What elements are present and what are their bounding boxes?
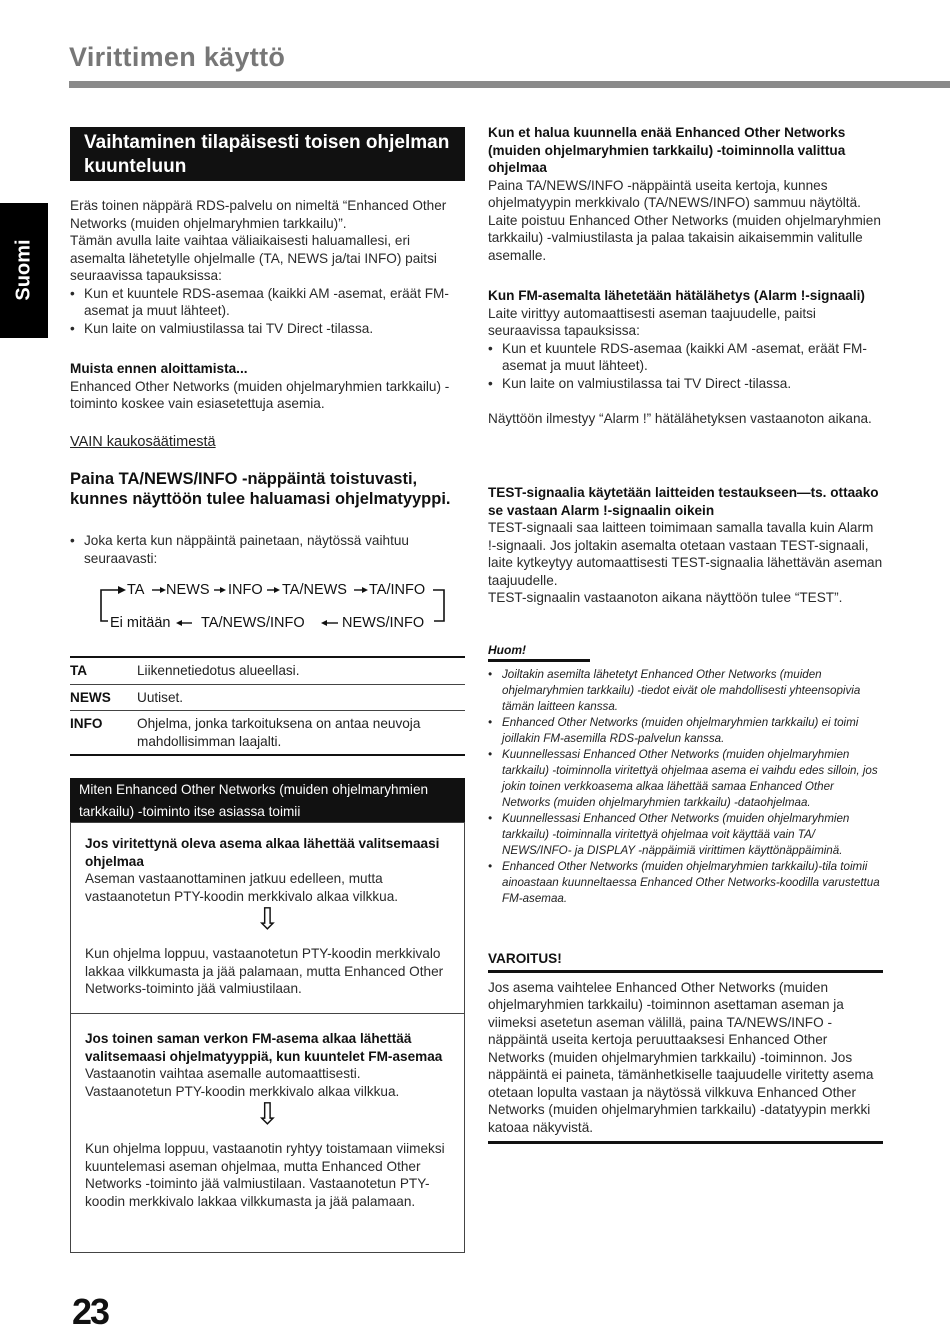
title-rule xyxy=(69,81,950,88)
notes-block xyxy=(488,643,883,907)
case-title: Jos toinen saman verkon FM-asema alkaa lähettää valitsemaasi ohjelmatyyppiä, kun kuuntelet FM-asemaa xyxy=(85,1031,443,1064)
remote-only-label: VAIN kaukosäätimestä xyxy=(70,434,216,450)
test-signal-title: TEST-signaalia käytetään laitteiden testaukseen—ts. ottaako se vastaan Alarm !-signaalin oikein xyxy=(488,485,879,518)
stop-eon-title: Kun et halua kuunnella enää Enhanced Other Networks (muiden ohjelmaryhmien tarkkailu) -toiminnolla valittua ohjelmaa xyxy=(488,125,846,175)
alarm-after-text: Näyttöön ilmestyy “Alarm !” hätälähetyksen vastaanoton aikana. xyxy=(488,411,872,426)
test-signal-text: TEST-signaalin vastaanoton aikana näyttöön tulee “TEST”. xyxy=(488,590,843,605)
definition-term: INFO xyxy=(70,711,137,756)
page-title: Virittimen käyttö xyxy=(69,42,286,72)
intro-paragraph-1: Eräs toinen näppärä RDS-palvelu on nimeltä “Enhanced Other Networks (muiden ohjelmaryhmien tarkkailu)”. xyxy=(70,198,447,231)
case-text: Vastaanotin vaihtaa asemalle automaattisesti. Vastaanotetun PTY-koodin merkkivalo alkaa vilkkua. xyxy=(85,1066,400,1099)
table-row xyxy=(70,657,465,684)
list-item: • Enhanced Other Networks (muiden ohjelmaryhmien tarkkailu)-tila toimii ainoastaan kuunneltaessa Enhanced Other Networks-koodilla varustettua FM-asemaa. xyxy=(488,859,883,907)
down-arrow-icon: ⇩ xyxy=(254,1098,281,1131)
warning-rule-top xyxy=(488,970,883,973)
list-item: • Kun et kuuntele RDS-asemaa (kaikki AM -asemat, eräät FM-asemat ja muut lähteet). xyxy=(488,340,883,375)
definitions-table xyxy=(70,656,465,756)
definition-desc: Uutiset. xyxy=(137,684,465,711)
flow-step: Ei mitään xyxy=(110,615,171,631)
definition-term: TA xyxy=(70,657,137,684)
instruction-heading: Paina TA/NEWS/INFO -näppäintä toistuvasti, kunnes näyttöön tulee haluamasi ohjelmatyyppi. xyxy=(70,470,451,508)
intro-paragraph-2: Tämän avulla laite vaihtaa väliaikaisesti haluamallesi, eri asemalta lähetetylle ohjelmalle (TA, NEWS ja/tai INFO) paitsi seuraavissa tapauksissa: xyxy=(70,233,437,283)
notes-rule xyxy=(488,659,590,662)
remember-text: Enhanced Other Networks (muiden ohjelmaryhmien tarkkailu) -toiminto koskee vain esiasetettuja asemia. xyxy=(70,378,450,411)
table-row xyxy=(70,711,465,756)
test-signal-text: TEST-signaali saa laitteen toimimaan samalla tavalla kuin Alarm !-signaali. Jos joltakin asemalta otetaan vastaan TEST-signaali, laite kytkeytyy automaattisesti TEST-signaalia lähettävän aseman taajuudelle. xyxy=(488,520,883,588)
alarm-text: Laite virittyy automaattisesti aseman taajuudelle, paitsi seuraavissa tapauksissa: xyxy=(488,305,816,338)
table-row xyxy=(70,684,465,711)
notes-list xyxy=(488,667,883,907)
flow-step: NEWS/INFO xyxy=(342,615,425,631)
alarm-title: Kun FM-asemalta lähetetään hätälähetys (Alarm !-signaali) xyxy=(488,288,865,303)
flow-step: TA xyxy=(127,582,145,598)
definition-term: NEWS xyxy=(70,684,137,711)
case-text: Kun ohjelma loppuu, vastaanotin ryhtyy toistamaan viimeksi kuuntelemasi aseman ohjelmaa, mutta Enhanced Other Networks -toiminto jää valmiustilaan. Vastaanotetun PTY-koodin merkkivalo lakkaa vilkkumasta ja jää palamaan. xyxy=(85,1141,445,1209)
instruction-bullet-block xyxy=(70,532,465,567)
language-label: Suomi xyxy=(12,239,35,301)
cycle-flow-diagram xyxy=(96,575,456,637)
intro-block xyxy=(70,197,465,337)
notes-list-wrap xyxy=(488,667,883,907)
list-item: • Enhanced Other Networks (muiden ohjelmaryhmien tarkkailu) ei toimi joillakin FM-asemilla RDS-palvelun kanssa. xyxy=(488,715,883,747)
alarm-bullet-list xyxy=(488,340,883,393)
intro-bullet-list xyxy=(70,285,465,338)
list-item: • Kun laite on valmiustilassa tai TV Direct -tilassa. xyxy=(488,375,883,393)
case-text: Kun ohjelma loppuu, vastaanotetun PTY-koodin merkkivalo lakkaa vilkkumasta ja jää palamaan, mutta Enhanced Other Networks-toiminto jää valmiustilaan. xyxy=(85,946,444,996)
definition-desc: Liikennetiedotus alueellasi. xyxy=(137,657,465,684)
definitions-table-wrap xyxy=(70,656,465,756)
flow-step: NEWS xyxy=(166,582,210,598)
warning-block xyxy=(488,950,883,1144)
how-it-works-title: Miten Enhanced Other Networks (muiden ohjelmaryhmien tarkkailu) -toiminto itse asiassa toimii xyxy=(70,778,465,822)
flow-step: INFO xyxy=(228,582,263,598)
case-text: Aseman vastaanottaminen jatkuu edelleen, mutta vastaanotetun PTY-koodin merkkivalo alkaa vilkkua. xyxy=(85,871,399,904)
list-item: • Kun et kuuntele RDS-asemaa (kaikki AM -asemat, eräät FM-asemat ja muut lähteet). xyxy=(70,285,465,320)
stop-eon-text: Paina TA/NEWS/INFO -näppäintä useita kertoja, kunnes ohjelmatyypin merkkivalo (TA/NEWS/INFO) sammuu näytöltä. Laite poistuu Enhanced Other Networks (muiden ohjelmaryhmien tarkkailu) -valmiustilasta ja palaa takaisin aikaisemmin valitulle asemalle. xyxy=(488,177,881,263)
flow-step: TA/NEWS xyxy=(282,582,347,598)
notes-title: Huom! xyxy=(488,643,526,657)
flow-step: TA/NEWS/INFO xyxy=(201,615,305,631)
list-item: • Kun laite on valmiustilassa tai TV Direct -tilassa. xyxy=(70,320,465,338)
warning-title: VAROITUS! xyxy=(488,951,562,966)
test-signal-block xyxy=(488,484,883,607)
warning-rule-bottom xyxy=(488,1141,883,1144)
down-arrow-icon: ⇩ xyxy=(254,903,281,936)
list-item: • Joka kerta kun näppäintä painetaan, näytössä vaihtuu seuraavasti: xyxy=(70,532,465,567)
list-item: • Joiltakin asemilta lähetetyt Enhanced Other Networks (muiden ohjelmaryhmien tarkkailu) -tiedot eivät ole mahdollisesti yhteensopivia tämän laitteen kanssa. xyxy=(488,667,883,715)
language-side-tab xyxy=(0,203,48,338)
list-item: • Kuunnellessasi Enhanced Other Networks (muiden ohjelmaryhmien tarkkailu) -toiminnalla viritettyä ohjelmaa voit käyttää vain TA/ NEWS/INFO- ja DISPLAY -näppäimiä virittimen käyttönäppäiminä. xyxy=(488,811,883,859)
section-title: Vaihtaminen tilapäisesti toisen ohjelman kuunteluun xyxy=(70,127,465,181)
list-item: • Kuunnellessasi Enhanced Other Networks (muiden ohjelmaryhmien tarkkailu) -toiminnolla viritettyä ohjelmaa asema ei vaihdu edes silloin, jos jokin toinen verkkoasema alkaa lähettää samaa Enhanced Other Networks (muiden ohjelmaryhmien tarkkailu) -dataohjelmaa. xyxy=(488,747,883,811)
remember-title: Muista ennen aloittamista... xyxy=(70,361,248,376)
how-it-works-case-1 xyxy=(70,822,465,1014)
definition-desc: Ohjelma, jonka tarkoituksena on antaa neuvoja mahdollisimman laajalti. xyxy=(137,711,465,756)
remember-block xyxy=(70,360,465,413)
flow-step: TA/INFO xyxy=(369,582,426,598)
how-it-works-case-2 xyxy=(70,1013,465,1253)
case-title: Jos viritettynä oleva asema alkaa lähettää valitsemaasi ohjelmaa xyxy=(85,836,440,869)
alarm-block xyxy=(488,287,883,428)
stop-eon-block xyxy=(488,124,883,264)
warning-text: Jos asema vaihtelee Enhanced Other Networks (muiden ohjelmaryhmien tarkkailu) -toiminnon asettaman aseman ja viimeksi asetetun aseman välillä, paina TA/NEWS/INFO -näppäintä useita kertoja peruuttaaksesi Enhanced Other Networks (muiden ohjelmaryhmien tarkkailu) -toiminnon. Jos näppäintä ei paineta, tämänhetkiselle taajuudelle viritetty asema otetaan lopulta vastaan ja näytössä vilkkuva Enhanced Other Networks (muiden ohjelmaryhmien tarkkailu) -datatyypin merkki katoaa näkyvistä. xyxy=(488,979,874,1135)
page-number: 23 xyxy=(72,1291,109,1332)
